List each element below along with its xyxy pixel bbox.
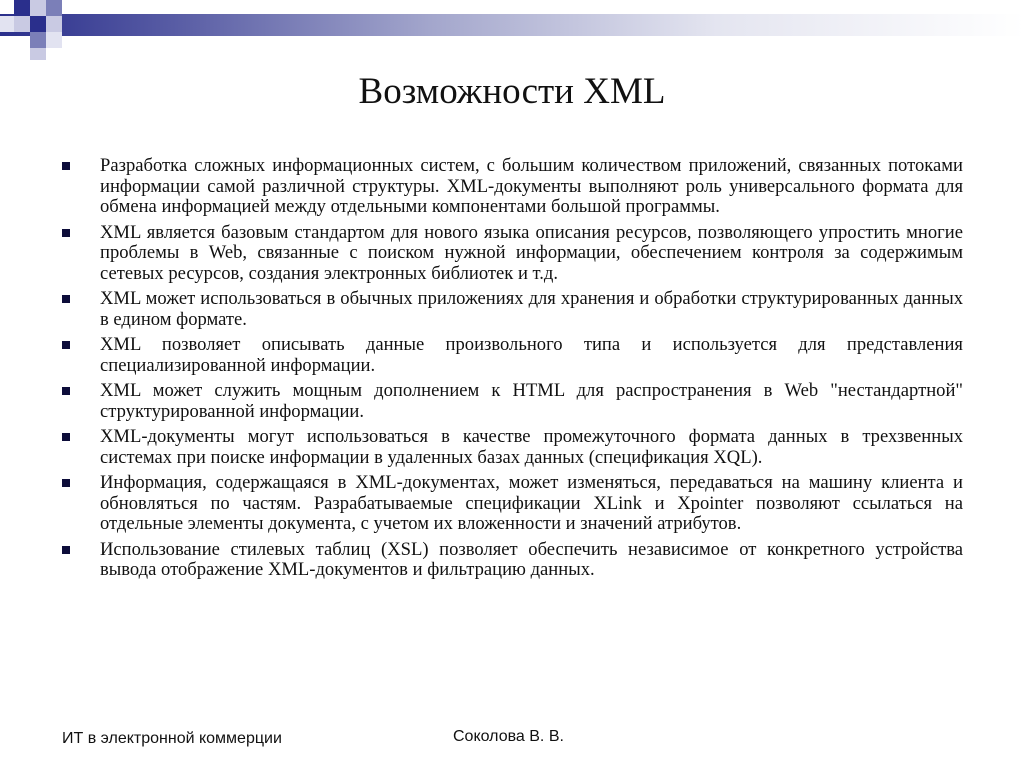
bullet-text: XML позволяет описывать данные произвольного типа и используется для представления специализированной информации. bbox=[100, 334, 963, 376]
bullet-text: XML является базовым стандартом для нового языка описания ресурсов, позволяющего упростить многие проблемы в Web, связанные с поиском нужной информации, обеспечением контроля за содержимым сетевых ресурсов, создания электронных библиотек и т.д. bbox=[100, 221, 963, 284]
square-bullet-icon bbox=[62, 433, 70, 441]
bullet-text: Разработка сложных информационных систем, с большим количеством приложений, связанных потоками информации самой различной структуры. XML-документы выполняют роль универсального формата для обмена информацией между отдельными компонентами большой программы. bbox=[100, 155, 963, 217]
bullet-item bbox=[62, 381, 963, 422]
square-bullet-icon bbox=[62, 546, 70, 554]
bullet-text: XML-документы могут использоваться в качестве промежуточного формата данных в трехзвенных системах при поиске информации в удаленных базах данных (спецификация XQL). bbox=[100, 426, 963, 468]
bullet-item bbox=[62, 540, 963, 581]
bullet-item bbox=[62, 427, 963, 468]
bullet-text: Информация, содержащаяся в XML-документах, может изменяться, передаваться на машину клиента и обновляться по частям. Разрабатываемые спецификации XLink и Xpointer позволяют ссылаться на отдельные элементы документа, с учетом их вложенности и значений атрибутов. bbox=[100, 472, 963, 534]
bullet-text: XML может служить мощным дополнением к HTML для распространения в Web "нестандартной" структурированной информации. bbox=[100, 380, 963, 422]
bullet-text: XML может использоваться в обычных приложениях для хранения и обработки структурированных данных в едином формате. bbox=[100, 288, 963, 330]
bullet-item bbox=[62, 473, 963, 535]
square-bullet-icon bbox=[62, 162, 70, 170]
bullet-item bbox=[62, 335, 963, 376]
header-gradient-band bbox=[0, 14, 1024, 36]
square-bullet-icon bbox=[62, 341, 70, 349]
bullet-list bbox=[62, 156, 963, 586]
square-bullet-icon bbox=[62, 387, 70, 395]
slide-title: Возможности XML bbox=[358, 71, 666, 112]
square-bullet-icon bbox=[62, 229, 70, 237]
square-bullet-icon bbox=[62, 295, 70, 303]
bullet-text: Использование стилевых таблиц (XSL) позволяет обеспечить независимое от конкретного устройства вывода отображение XML-документов и фильтрацию данных. bbox=[100, 538, 963, 580]
footer-course-title: ИТ в электронной коммерции bbox=[62, 730, 282, 747]
bullet-item bbox=[62, 223, 963, 285]
bullet-item bbox=[62, 156, 963, 218]
bullet-item bbox=[62, 289, 963, 330]
footer-author: Соколова В. В. bbox=[453, 728, 564, 745]
square-bullet-icon bbox=[62, 479, 70, 487]
